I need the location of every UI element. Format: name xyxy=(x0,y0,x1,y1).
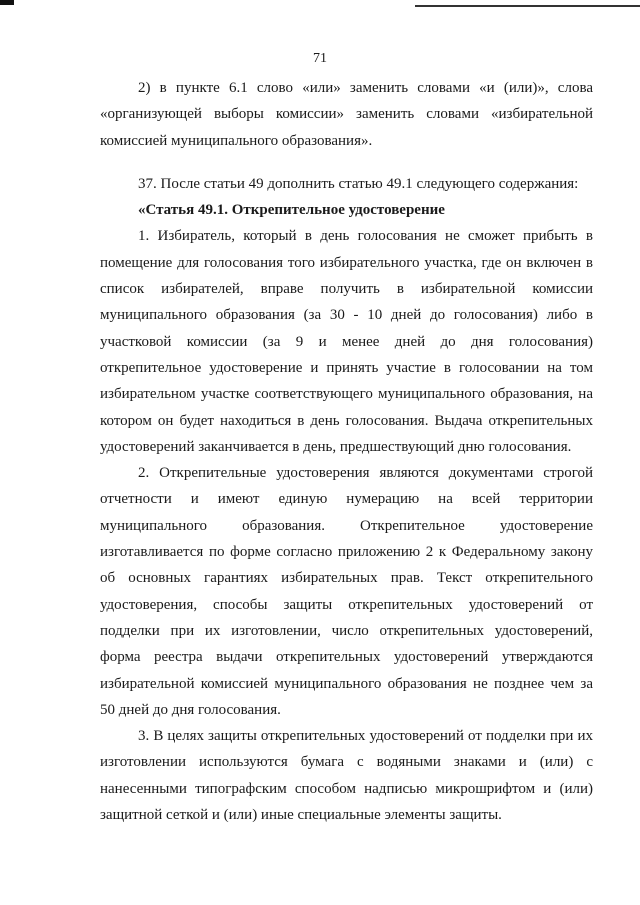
paragraph-article-part-2: 2. Открепительные удостоверения являются документами строгой отчетности и имеют единую нумерацию на всей территории муниципального образования. Открепительное удостоверение изготавливается по форме согласно приложению 2 к Федеральному закону об основных гарантиях избирательных прав. Текст открепительного удостоверения, способы защиты открепительных удостоверений от подделки при их изготовлении, число открепительных удостоверений, форма реестра выдачи открепительных удостоверений утверждаются избирательной комиссией муниципального образования не позднее чем за 50 дней до дня голосования. xyxy=(100,465,593,718)
paragraph-article-part-3: 3. В целях защиты открепительных удостоверений от подделки при их изготовлении используются бумага с водяными знаками и (или) с нанесенными типографским способом надписью микрошрифтом и (или) защитной сеткой и (или) иные специальные элементы защиты. xyxy=(100,728,593,824)
page-number: 71 xyxy=(313,51,327,66)
scan-corner-mark xyxy=(0,0,14,5)
document-body xyxy=(100,75,593,828)
paragraph-amendment-item-2: 2) в пункте 6.1 слово «или» заменить словами «и (или)», слова «организующей выборы комиссии» заменить словами «избирательной комиссией муниципального образования». xyxy=(100,80,593,149)
paragraph-item-37: 37. После статьи 49 дополнить статью 49.1 следующего содержания: xyxy=(138,175,579,192)
article-heading: «Статья 49.1. Открепительное удостоверение xyxy=(138,202,445,219)
header-rule xyxy=(415,5,640,7)
paragraph-article-part-1: 1. Избиратель, который в день голосования не сможет прибыть в помещение для голосования того избирательного участка, где он включен в список избирателей, вправе получить в избирательной комиссии муниципального образования (за 30 - 10 дней до голосования) либо в участковой комиссии (за 9 и менее дней до дня голосования) открепительное удостоверение и принять участие в голосовании на том избирательном участке соответствующего муниципального образования, на котором он будет находиться в день голосования. Выдача открепительных удостоверений заканчивается в день, предшествующий дню голосования. xyxy=(100,228,593,455)
